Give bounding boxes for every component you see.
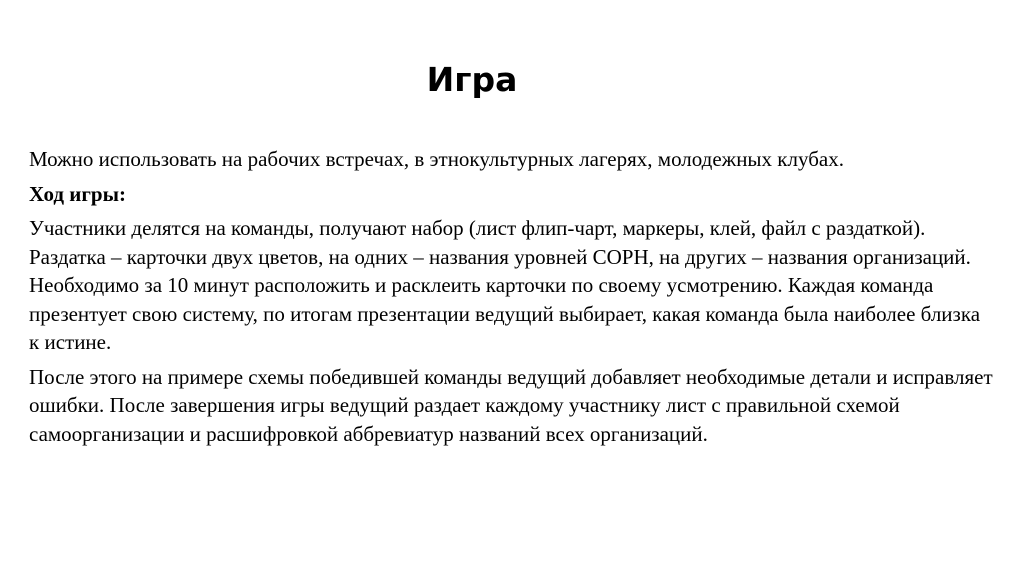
slide-body — [29, 145, 994, 454]
game-flow-subheading: Ход игры: — [29, 181, 126, 206]
rules-paragraph: Участники делятся на команды, получают набор (лист флип-чарт, маркеры, клей, файл с раздаткой). Раздатка – карточки двух цветов, на одних – названия уровней СОРН, на других – названия организаций. Необходимо за 10 минут расположить и расклеить карточки по своему усмотрению. Каждая команда презентует свою систему, по итогам презентации ведущий выбирает, какая команда была наиболее близка к истине. — [29, 216, 981, 354]
slide-title: Игра — [426, 60, 518, 99]
intro-paragraph: Можно использовать на рабочих встречах, в этнокультурных лагерях, молодежных клубах. — [29, 147, 844, 171]
conclusion-paragraph: После этого на примере схемы победившей команды ведущий добавляет необходимые детали и исправляет ошибки. После завершения игры ведущий раздает каждому участнику лист с правильной схемой самоорганизации и расшифровкой аббревиатур названий всех организаций. — [29, 364, 993, 446]
